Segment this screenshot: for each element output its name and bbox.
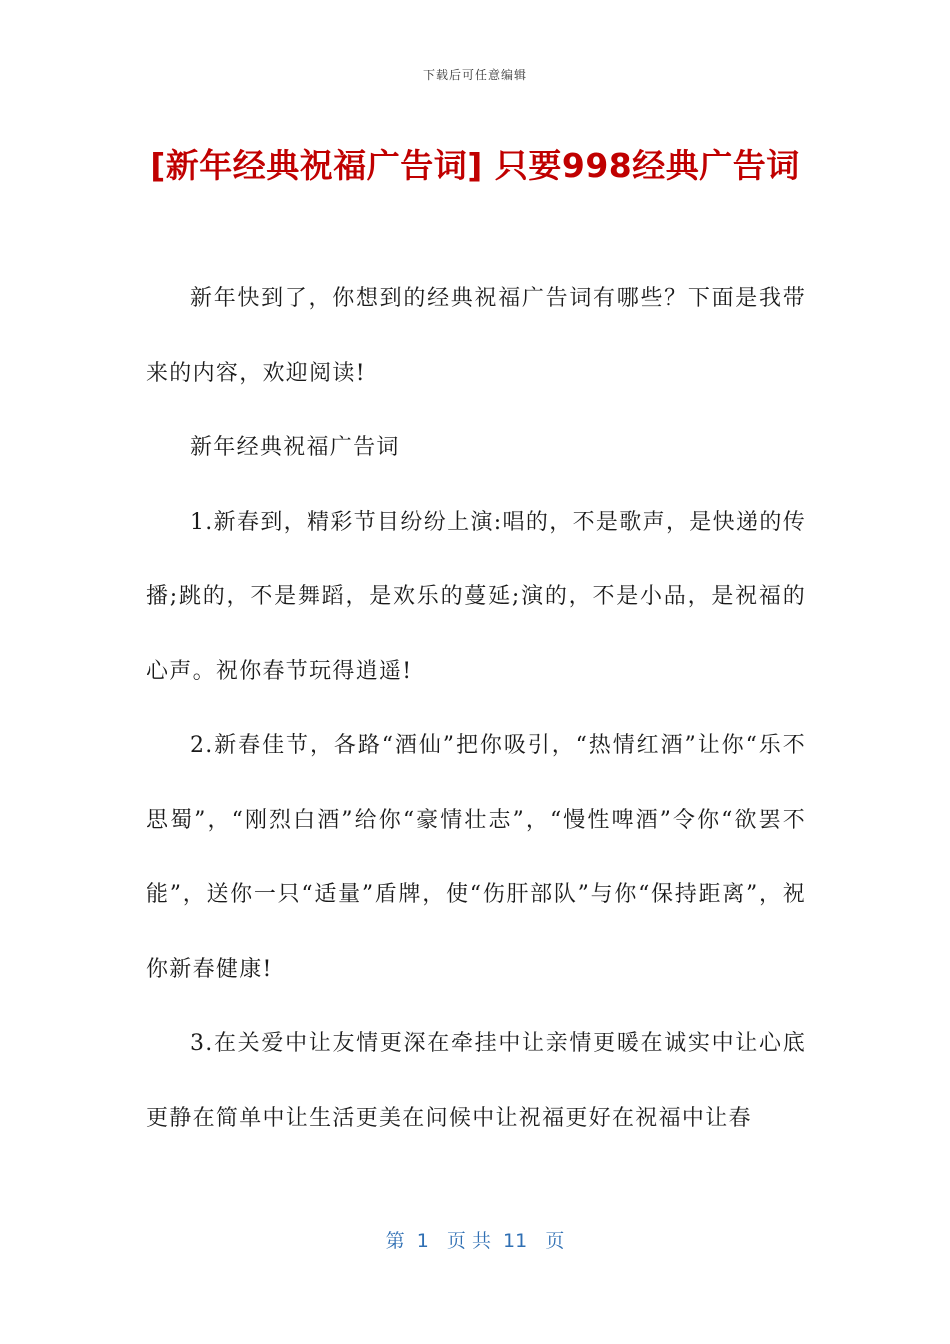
paragraph-intro: 新年快到了，你想到的经典祝福广告词有哪些？下面是我带来的内容，欢迎阅读! <box>146 286 806 386</box>
document-body <box>146 262 806 1156</box>
paragraph-item-3: 3.在关爱中让友情更深在牵挂中让亲情更暖在诚实中让心底更静在简单中让生活更美在问候中让祝福更好在祝福中让春 <box>146 1031 806 1131</box>
document-title: [新年经典祝福广告词] 只要998经典广告词 <box>150 146 800 185</box>
page-number: 第 1 页 共 11 页 <box>385 1230 565 1252</box>
header-note: 下载后可任意编辑 <box>422 68 527 82</box>
section-heading: 新年经典祝福广告词 <box>190 435 400 460</box>
paragraph-item-2: 2.新春佳节，各路“酒仙”把你吸引，“热情红酒”让你“乐不思蜀”，“刚烈白酒”给你“豪情壮志”，“慢性啤酒”令你“欲罢不能”，送你一只“适量”盾牌，使“伤肝部队”与你“保持距离”，祝你新春健康! <box>146 733 806 982</box>
paragraph-item-1: 1.新春到，精彩节目纷纷上演:唱的，不是歌声，是快递的传播;跳的，不是舞蹈，是欢乐的蔓延;演的，不是小品，是祝福的心声。祝你春节玩得逍遥! <box>146 509 806 684</box>
